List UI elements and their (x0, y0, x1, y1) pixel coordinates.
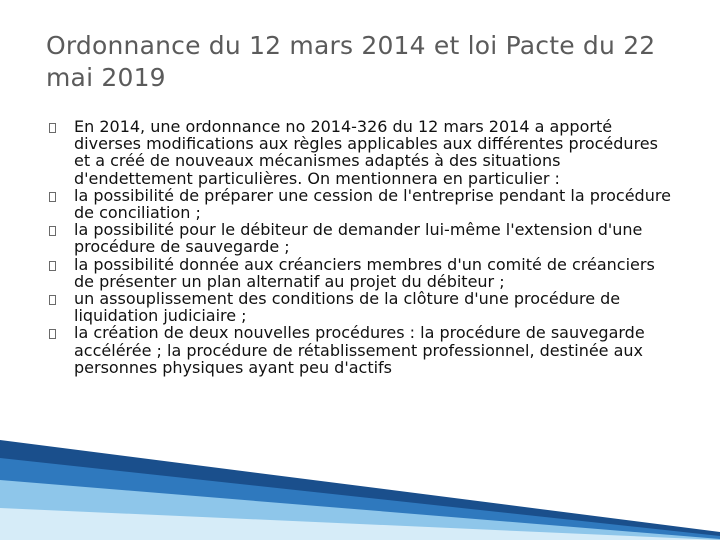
list-item (46, 221, 678, 255)
list-item (46, 118, 678, 187)
list-item (46, 324, 678, 376)
bullet-text: la possibilité donnée aux créanciers membres d'un comité de créanciers de présenter un plan alternatif au projet du débiteur ; (74, 254, 655, 291)
square-bullet-icon (46, 256, 74, 274)
square-bullet-icon (46, 290, 74, 308)
bullet-list (46, 118, 678, 376)
bullet-text: la possibilité de préparer une cession de l'entreprise pendant la procédure de conciliation ; (74, 185, 671, 223)
slide-title: Ordonnance du 12 mars 2014 et loi Pacte du 22 mai 2019 (46, 31, 656, 92)
list-item (46, 256, 678, 290)
bullet-text: la possibilité pour le débiteur de demander lui-même l'extension d'une procédure de sauvegarde ; (74, 220, 643, 257)
decorative-wave-graphic (0, 440, 720, 540)
list-item (46, 290, 678, 324)
list-item (46, 187, 678, 221)
square-bullet-icon (46, 118, 74, 136)
square-bullet-icon (46, 221, 74, 239)
square-bullet-icon (46, 324, 74, 342)
bullet-text: En 2014, une ordonnance no 2014-326 du 12 mars 2014 a apporté diverses modifications aux règles applicables aux différentes procédures et a créé de nouveaux mécanismes adaptés à des situations d'endettement particulières. On mentionnera en particulier : (74, 117, 658, 188)
square-bullet-icon (46, 187, 74, 205)
bullet-text: la création de deux nouvelles procédures : la procédure de sauvegarde accélérée ; la procédure de rétablissement professionnel, destinée aux personnes physiques ayant peu d'actifs (74, 323, 645, 377)
bullet-text: un assouplissement des conditions de la clôture d'une procédure de liquidation judiciaire ; (74, 289, 621, 326)
